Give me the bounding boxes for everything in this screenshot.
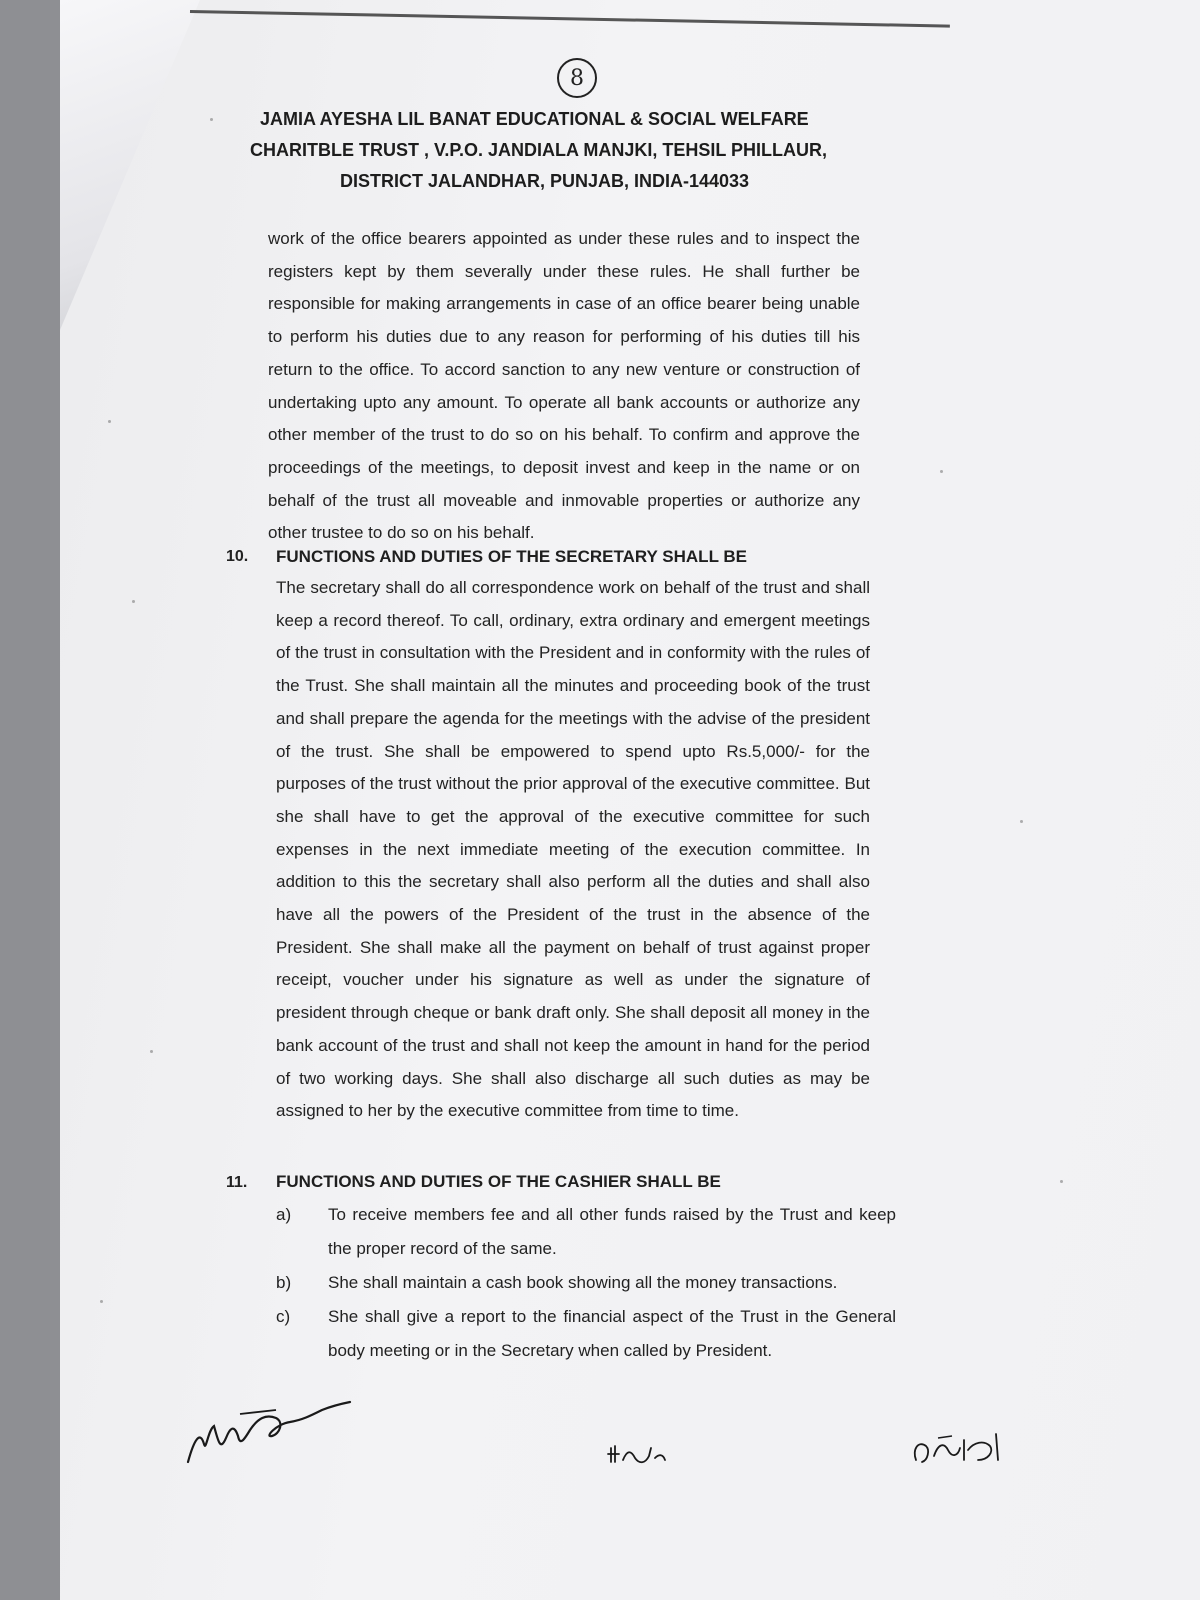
dust-speck bbox=[132, 600, 135, 603]
signature-left bbox=[180, 1400, 380, 1480]
list-item-label: b) bbox=[276, 1273, 292, 1292]
top-rule bbox=[190, 10, 950, 28]
section-10-number: 10. bbox=[226, 548, 249, 565]
dust-speck bbox=[150, 1050, 153, 1053]
dust-speck bbox=[940, 470, 943, 473]
dust-speck bbox=[1060, 1180, 1063, 1183]
section-10-paragraph: The secretary shall do all correspondence work on behalf of the trust and shall keep a record thereof. To call, ordinary, extra ordinary and emergent meetings of the trust in consultation with the President and in conformity with the rules of the Trust. She shall maintain all the minutes and proceeding book of the trust and shall prepare the agenda for the meetings with the advise of the president of the trust. She shall be empowered to spend upto Rs.5,000/- for the purposes of the trust without the prior approval of the executive committee. But she shall have to get the approval of the executive committee for such expenses in the next immediate meeting of the execution committee. In addition to this the secretary shall also perform all the duties and shall also have all the powers of the President of the trust in the absence of the President. She shall make all the payment on behalf of trust against proper receipt, voucher under his signature as well as under the signature of president through cheque or bank draft only. She shall deposit all money in the bank account of the trust and shall not keep the amount in hand for the period of two working days. She shall also discharge all such duties as may be assigned to her by the executive committee from time to time. bbox=[276, 578, 870, 1121]
list-item bbox=[276, 1198, 896, 1266]
signature-right bbox=[908, 1420, 1008, 1480]
letterhead-line-1: JAMIA AYESHA LIL BANAT EDUCATIONAL & SOCIAL WELFARE bbox=[260, 109, 809, 129]
list-item-text: She shall give a report to the financial aspect of the Trust in the General body meeting or in the Secretary when called by President. bbox=[328, 1307, 896, 1360]
dust-speck bbox=[100, 1300, 103, 1303]
section-10-title: FUNCTIONS AND DUTIES OF THE SECRETARY SHALL BE bbox=[276, 547, 747, 566]
list-item-label: c) bbox=[276, 1307, 291, 1326]
letterhead bbox=[250, 104, 890, 197]
continuation-paragraph: work of the office bearers appointed as under these rules and to inspect the registers kept by them severally under these rules. He shall further be responsible for making arrangements in case of an office bearer being unable to perform his duties due to any reason for performing of his duties till his return to the office. To accord sanction to any new venture or construction of undertaking upto any amount. To operate all bank accounts or authorize any other member of the trust to do so on his behalf. To confirm and approve the proceedings of the meetings, to deposit invest and keep in the name or on behalf of the trust all moveable and inmovable properties or authorize any other trustee to do so on his behalf. bbox=[268, 229, 860, 543]
list-item-text: To receive members fee and all other funds raised by the Trust and keep the proper record of the same. bbox=[328, 1205, 896, 1258]
cashier-duties-list bbox=[276, 1198, 896, 1368]
dust-speck bbox=[108, 420, 111, 423]
letterhead-line-2: CHARITBLE TRUST , V.P.O. JANDIALA MANJKI, TEHSIL PHILLAUR, bbox=[250, 140, 828, 160]
list-item-label: a) bbox=[276, 1205, 292, 1224]
dust-speck bbox=[1020, 820, 1023, 823]
list-item bbox=[276, 1266, 896, 1300]
document-page bbox=[60, 0, 1200, 1600]
section-11-title: FUNCTIONS AND DUTIES OF THE CASHIER SHALL BE bbox=[276, 1172, 721, 1191]
page-fold-shadow bbox=[60, 0, 200, 330]
signature-middle bbox=[605, 1440, 675, 1476]
list-item-text: She shall maintain a cash book showing all the money transactions. bbox=[328, 1273, 838, 1292]
section-11-number: 11. bbox=[226, 1174, 248, 1191]
dust-speck bbox=[210, 118, 213, 121]
letterhead-line-3: DISTRICT JALANDHAR, PUNJAB, INDIA-144033 bbox=[340, 171, 750, 191]
page-number: 8 bbox=[557, 58, 597, 98]
list-item bbox=[276, 1300, 896, 1368]
